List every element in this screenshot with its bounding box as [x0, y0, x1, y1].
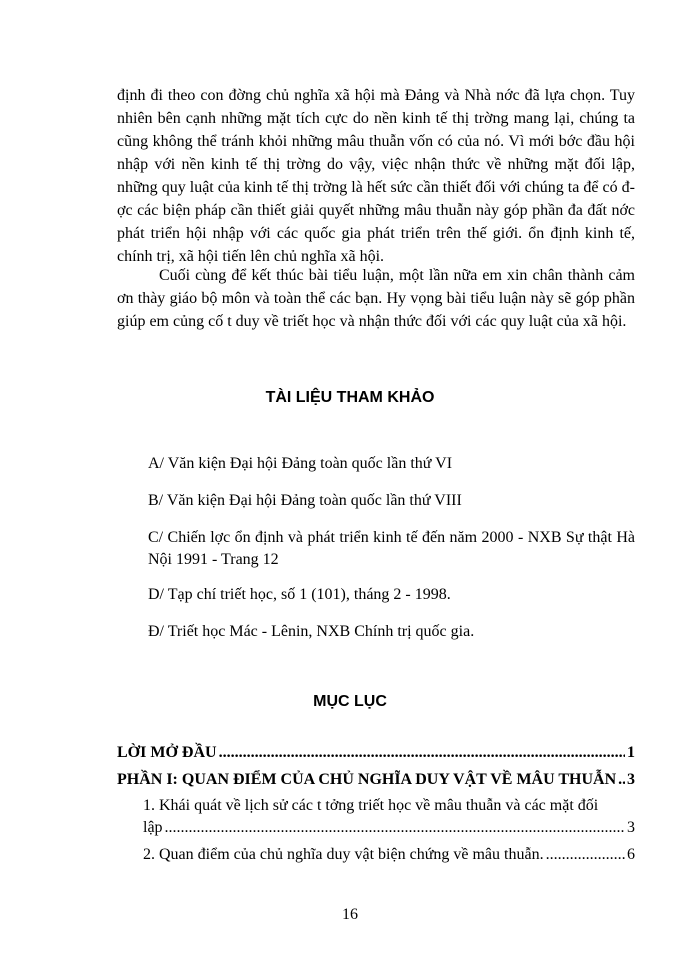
toc-dot-leader — [165, 817, 625, 839]
toc-entry[interactable] — [143, 817, 635, 839]
toc-entry-page: 3 — [627, 771, 635, 788]
toc-entry-page: 6 — [627, 846, 635, 863]
toc-dot-leader — [546, 844, 625, 866]
toc-entry-label: lập — [143, 819, 163, 836]
body-paragraph-1: định đi theo con đờng chủ nghĩa xã hội mà Đảng và Nhà nớc đã lựa chọn. Tuy nhiên bên cạnh những mặt tích cực do nền kinh tế thị trờng mang lại, chúng ta cũng không thể tránh khỏi những mâu thuẫn vốn có của nó. Vì mới bớc đầu hội nhập với nền kinh tế thị trờng do vậy, việc nhận thức về những mặt đối lập, những quy luật của kinh tế thị trờng là hết sức cần thiết đối với chúng ta để có đợc các biện pháp cần thiết giải quyết những mâu thuẫn này góp phần đa đất nớc phát triển hội nhập với các quốc gia phát triển trên thế giới. ổn định kinh tế, chính trị, xã hội tiến lên chủ nghĩa xã hội. — [117, 87, 635, 265]
reference-item: A/ Văn kiện Đại hội Đảng toàn quốc lần thứ VI — [148, 455, 453, 472]
toc-dot-leader — [618, 769, 625, 791]
reference-item: C/ Chiến lợc ổn định và phát triển kinh tế đến năm 2000 - NXB Sự thật Hà Nội 1991 - Trang 12 — [148, 529, 635, 568]
toc-entry[interactable] — [117, 769, 635, 791]
toc-entry-page: 3 — [627, 819, 635, 836]
toc-entry[interactable] — [117, 742, 635, 764]
toc-dot-leader — [219, 742, 625, 764]
reference-item: D/ Tạp chí triết học, số 1 (101), tháng 2 - 1998. — [148, 586, 451, 603]
toc-entry-label: LỜI MỞ ĐẦU — [117, 744, 217, 761]
reference-item: Đ/ Triết học Mác - Lênin, NXB Chính trị quốc gia. — [148, 623, 475, 640]
toc-entry[interactable] — [143, 844, 635, 866]
references-heading: TÀI LIỆU THAM KHẢO — [265, 389, 435, 406]
toc-entry-label: 2. Quan điểm của chủ nghĩa duy vật biện chứng về mâu thuẫn. — [143, 846, 544, 863]
page-number: 16 — [342, 906, 358, 923]
body-paragraph-2: Cuối cùng để kết thúc bài tiểu luận, một lần nữa em xin chân thành cảm ơn thày giáo bộ môn và toàn thể các bạn. Hy vọng bài tiểu luận này sẽ góp phần giúp em củng cố t duy về triết học và nhận thức đối với các quy luật của xã hội. — [117, 267, 635, 330]
toc-heading: MỤC LỤC — [313, 693, 387, 710]
toc-entry-label: PHẦN I: QUAN ĐIỂM CỦA CHỦ NGHĨA DUY VẬT VỀ MÂU THUẪN — [117, 771, 617, 788]
toc-entry-label-line[interactable]: 1. Khái quát về lịch sử các t tởng triết học về mâu thuẫn và các mặt đối — [143, 797, 599, 814]
reference-item: B/ Văn kiện Đại hội Đảng toàn quốc lần thứ VIII — [148, 492, 462, 509]
toc-entry-page: 1 — [627, 744, 635, 761]
